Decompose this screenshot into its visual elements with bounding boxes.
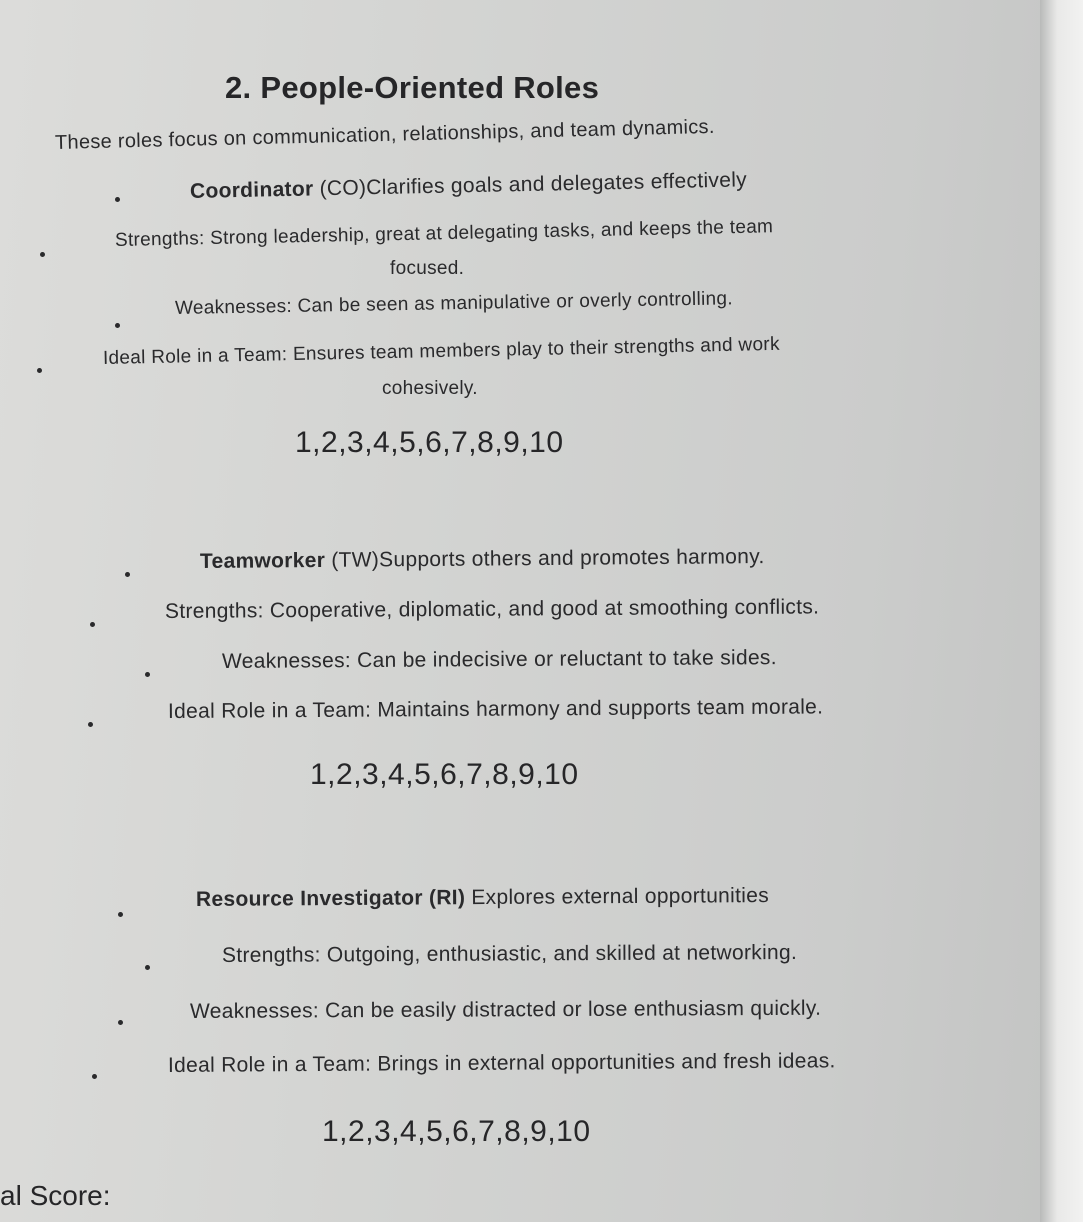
bullet xyxy=(115,323,120,328)
bullet xyxy=(118,912,123,917)
role-name: Teamworker xyxy=(199,548,326,573)
bullet xyxy=(92,1074,97,1079)
teamworker-strengths: Strengths: Cooperative, diplomatic, and good at smoothing conflicts. xyxy=(164,595,820,623)
role-name: Resource Investigator xyxy=(195,886,423,911)
coordinator-strengths: Strengths: Strong leadership, great at delegating tasks, and keeps the team xyxy=(114,216,774,251)
role-abbreviation: (RI) xyxy=(422,886,466,910)
total-score-label: al Score: xyxy=(0,1180,111,1211)
role-heading-teamworker xyxy=(200,545,765,574)
resource-investigator-ideal-role: Ideal Role in a Team: Brings in external opportunities and fresh ideas. xyxy=(167,1049,836,1077)
teamworker-ideal-role: Ideal Role in a Team: Maintains harmony and supports team morale. xyxy=(167,695,824,723)
coordinator-ideal-role-cont: cohesively. xyxy=(382,378,478,399)
rating-scale-teamworker: 1,2,3,4,5,6,7,8,9,10 xyxy=(310,758,579,791)
role-heading-resource-investigator xyxy=(196,884,769,912)
bullet xyxy=(88,722,93,727)
bullet xyxy=(145,672,150,677)
role-description: (CO)Clarifies goals and delegates effectively xyxy=(313,168,748,201)
rating-scale-coordinator: 1,2,3,4,5,6,7,8,9,10 xyxy=(295,426,564,459)
role-name: Coordinator xyxy=(189,177,314,203)
bullet xyxy=(145,965,150,970)
bullet xyxy=(40,252,45,257)
rating-scale-resource-investigator: 1,2,3,4,5,6,7,8,9,10 xyxy=(322,1115,591,1148)
bullet xyxy=(115,197,120,202)
teamworker-weaknesses: Weaknesses: Can be indecisive or reluctant to take sides. xyxy=(221,646,777,673)
paper-edge xyxy=(1040,0,1083,1222)
bullet xyxy=(37,368,42,373)
coordinator-ideal-role: Ideal Role in a Team: Ensures team members play to their strengths and work xyxy=(102,333,780,369)
coordinator-weaknesses: Weaknesses: Can be seen as manipulative or overly controlling. xyxy=(174,288,734,319)
bullet xyxy=(90,622,95,627)
resource-investigator-strengths: Strengths: Outgoing, enthusiastic, and skilled at networking. xyxy=(221,940,798,967)
coordinator-strengths-cont: focused. xyxy=(390,258,465,279)
section-title: 2. People-Oriented Roles xyxy=(225,70,600,105)
role-description: (TW)Supports others and promotes harmony. xyxy=(325,545,765,572)
role-description: Explores external opportunities xyxy=(465,884,770,910)
bullet xyxy=(125,572,130,577)
section-intro: These roles focus on communication, relationships, and team dynamics. xyxy=(54,115,715,154)
resource-investigator-weaknesses: Weaknesses: Can be easily distracted or lose enthusiasm quickly. xyxy=(189,996,822,1023)
bullet xyxy=(118,1020,123,1025)
